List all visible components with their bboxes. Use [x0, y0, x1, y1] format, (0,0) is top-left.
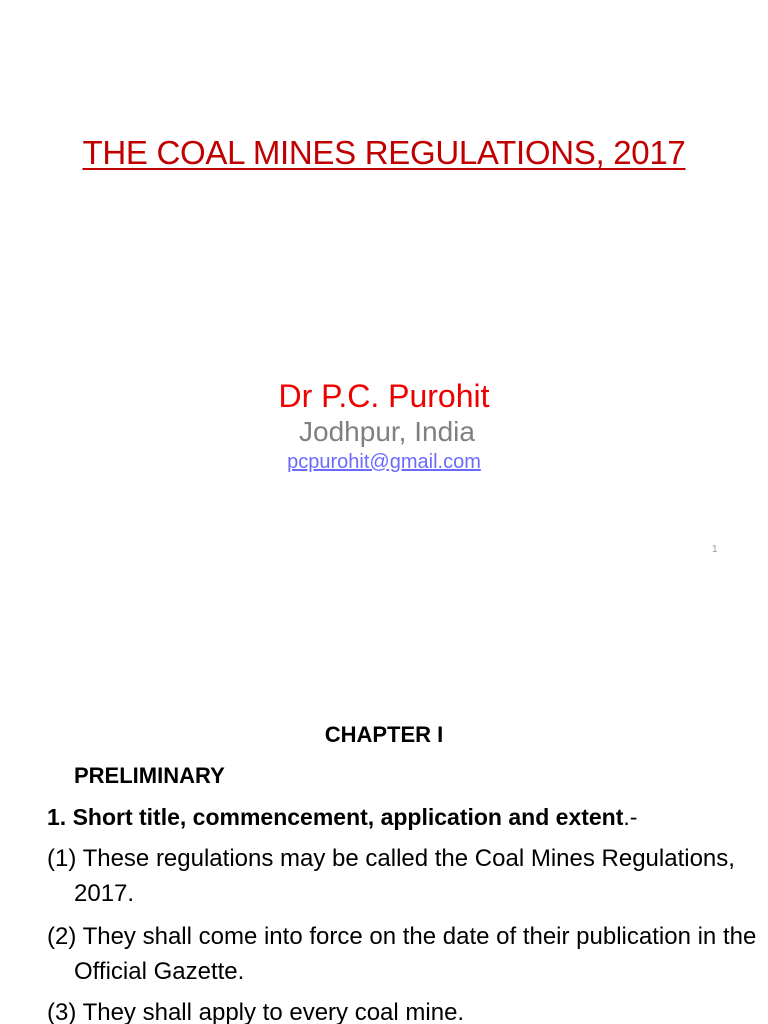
slide-number: 1 [712, 544, 718, 555]
author-name: Dr P.C. Purohit [278, 378, 490, 414]
author-location: Jodhpur, India [299, 416, 475, 447]
clause-item: (3) They shall apply to every coal mine. [47, 999, 465, 1024]
clause-title-suffix: .- [623, 804, 638, 830]
content-slide [0, 700, 768, 1024]
section-heading: PRELIMINARY [74, 763, 225, 788]
clause-item: (2) They shall come into force on the date of their publication in the Official Gazette. [47, 923, 757, 985]
author-email-link[interactable]: pcpurohit@gmail.com [287, 451, 481, 473]
clause-title [47, 804, 637, 831]
chapter-heading: CHAPTER I [324, 722, 444, 747]
clause-title-text: 1. Short title, commencement, application and extent [47, 804, 624, 830]
document-title: THE COAL MINES REGULATIONS, 2017 [82, 134, 686, 171]
clause-item: (1) These regulations may be called the Coal Mines Regulations, 2017. [47, 845, 735, 907]
